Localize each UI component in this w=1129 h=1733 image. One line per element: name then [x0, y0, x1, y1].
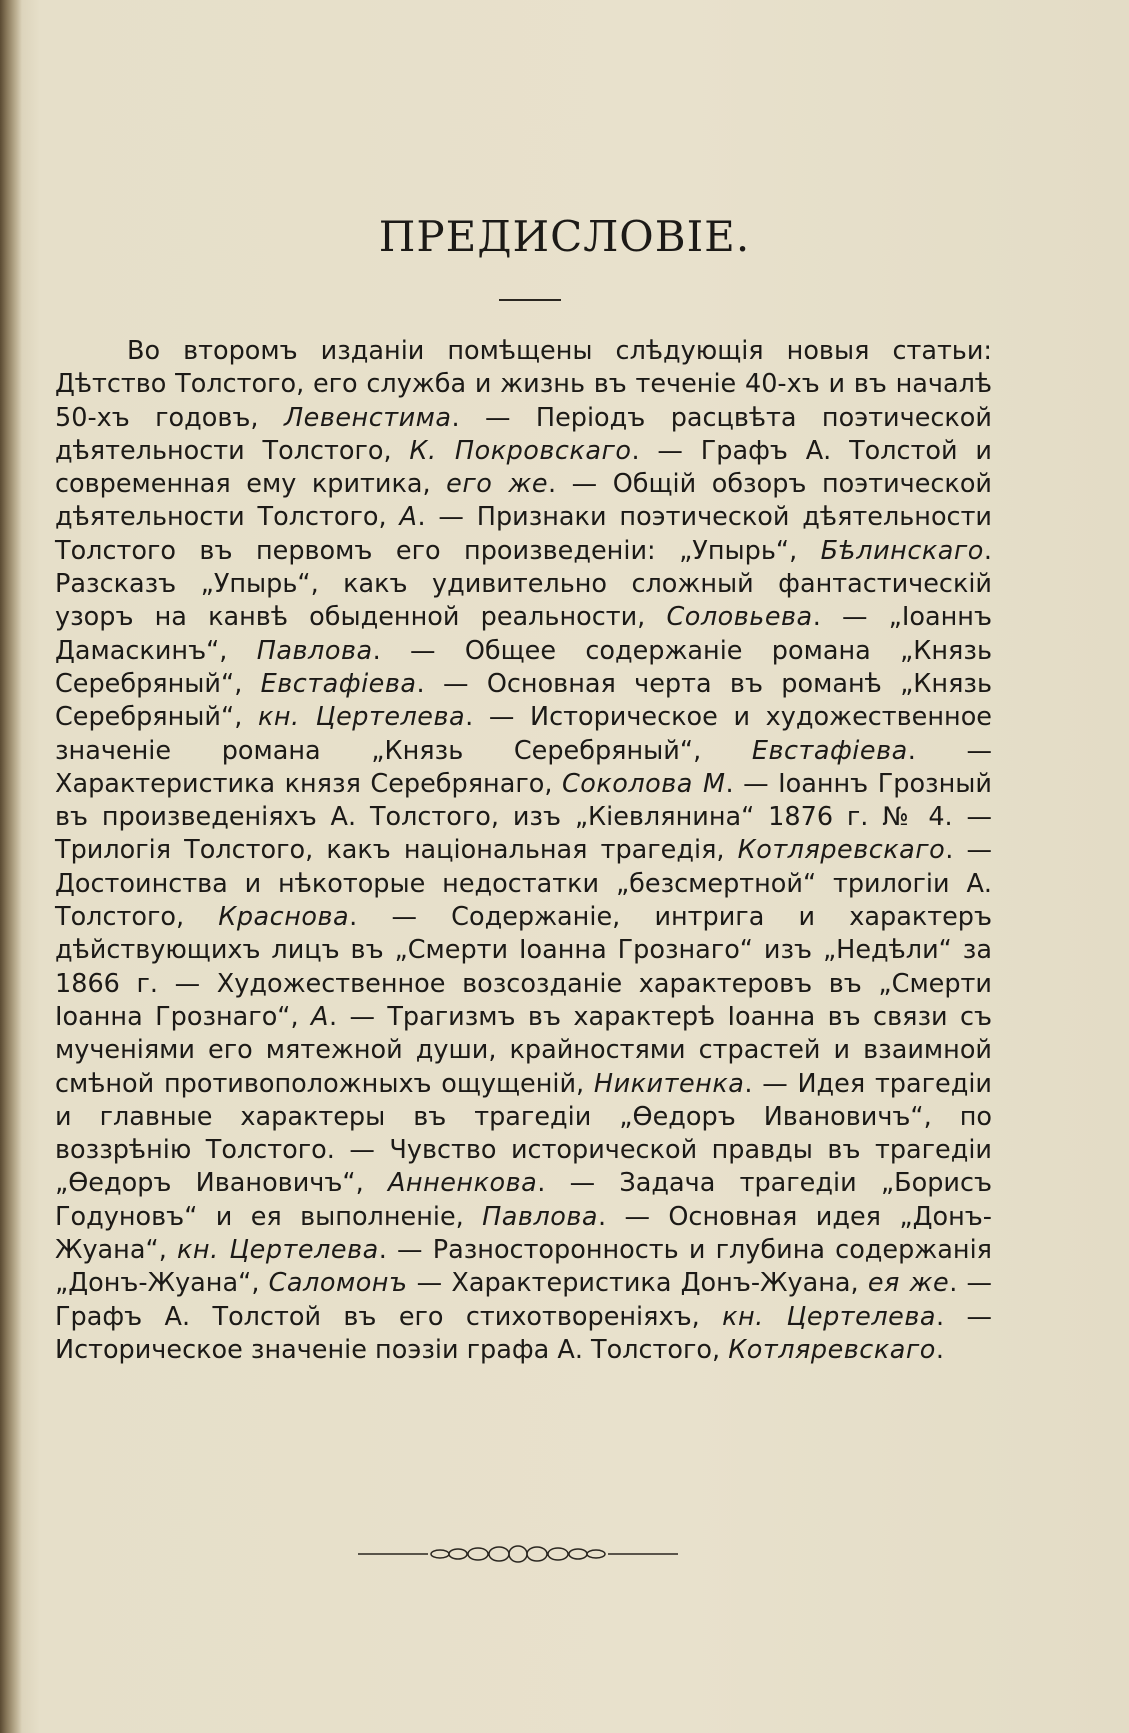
entry-author: кн. Цертелева — [722, 1301, 936, 1332]
entry-author: Анненкова — [387, 1168, 538, 1199]
entry-separator: . — — [416, 668, 487, 699]
entry-author: Саломонъ — [268, 1268, 408, 1299]
entry-topic: Признаки поэтической дѣятельности Толстого въ первомъ его произведеніи: „Упырь“, — [55, 502, 992, 566]
entry-topic: Характеристика князя Серебрянаго, — [55, 768, 562, 799]
entry-author: Никитенка — [593, 1068, 745, 1099]
ornament-knots — [431, 1546, 605, 1562]
entry-separator: . — — [631, 435, 701, 466]
entry-author: А — [399, 502, 418, 533]
entry-separator: . — — [417, 502, 477, 533]
entry-topic: Періодъ расцвѣта поэтической дѣятельности Толстого, — [55, 402, 992, 466]
entry-topic: Достоинства и нѣкоторые недостатки „безсмертной“ трилогіи А. Толстого, — [55, 868, 992, 933]
entry-separator: . — — [537, 1168, 620, 1199]
entry-separator: . — — [725, 768, 779, 799]
ornament-divider — [358, 1542, 678, 1566]
entry-separator: . — — [945, 835, 992, 866]
entry-author: А — [311, 1001, 329, 1032]
entry-topic: Историческое значеніе поэзіи графа А. Толстого, — [55, 1334, 729, 1365]
entry-author: Бѣлинскаго — [820, 535, 984, 566]
entry-separator: . — — [328, 1001, 388, 1032]
entry-author: кн. Цертелева — [177, 1235, 379, 1266]
entry-author: Павлова — [256, 635, 373, 666]
entry-separator: . — — [936, 1301, 992, 1332]
entry-topic: Трагизмъ въ характерѣ Іоанна въ связи съ мученіями его мятежной души, крайностями страстей и взаимной смѣной противоположныхъ ощущеній, — [55, 1001, 993, 1099]
entry-author: Павлова — [482, 1201, 599, 1232]
entry-topic: Основная черта въ романѣ „Князь Серебряный“, — [55, 668, 993, 733]
entry-topic: Идея трагедіи и главные характеры въ трагедіи „Ѳедоръ Ивановичъ“, по воззрѣнію Толстого. — [55, 1068, 992, 1166]
preface-paragraph — [55, 335, 992, 1367]
entry-author: Котляревскаго — [737, 835, 946, 866]
entry-topic: Общее содержаніе романа „Князь Серебряный“, — [55, 635, 992, 699]
entry-author: Краснова — [218, 902, 350, 933]
entry-topic: Основная идея „Донъ-Жуана“, — [55, 1201, 992, 1266]
entry-author: Соколова М — [561, 768, 726, 799]
entry-topic: Разсказъ „Упырь“, какъ удивительно сложный фантастическій узоръ на канвѣ обыденной реальности, — [55, 569, 992, 633]
entry-separator: . — [983, 535, 992, 566]
entry-topic: Іоаннъ Грозный въ произведеніяхъ А. Толстого, изъ „Кіевлянина“ 1876 г. № 4. — [55, 768, 992, 833]
entry-author: Котляревскаго — [728, 1334, 936, 1365]
entry-separator: . — — [349, 902, 452, 933]
entry-separator: . — — [744, 1068, 798, 1099]
entry-separator: — — [158, 968, 217, 999]
entry-separator: . — — [812, 602, 889, 633]
entry-separator: — — [407, 1268, 452, 1299]
entry-topic: Художественное возсозданіе характеровъ въ „Смерти Іоанна Грознаго“, — [55, 968, 992, 1032]
entry-topic: Дѣтство Толстого, его служба и жизнь въ теченіе 40-хъ и въ началѣ 50-хъ годовъ, — [55, 369, 992, 433]
entry-separator: . — — [451, 402, 536, 433]
entry-topic: Историческое и художественное значеніе романа „Князь Серебряный“, — [55, 702, 992, 766]
entry-author: Соловьева — [666, 602, 813, 633]
entry-separator: . — — [598, 1201, 669, 1232]
entry-separator: . — — [465, 702, 531, 733]
preface-entries — [55, 369, 992, 1365]
entry-separator: — — [952, 802, 993, 833]
entry-topic: „Іоаннъ Дамаскинъ“, — [55, 602, 992, 666]
entry-author: Евстафіева — [751, 735, 908, 766]
entry-separator: — — [334, 1135, 390, 1166]
entry-separator: . — — [548, 469, 613, 500]
entry-topic: Задача трагедіи „Борисъ Годуновъ“ и ея выполненіе, — [55, 1168, 993, 1232]
entry-author: К. Покровскаго — [409, 435, 632, 466]
entry-topic: Графъ А. Толстой и современная ему критика, — [55, 435, 992, 500]
entry-author: его же — [446, 469, 549, 500]
entry-separator: . — — [949, 1268, 993, 1299]
entry-topic: Содержаніе, интрига и характеръ дѣйствующихъ лицъ въ „Смерти Іоанна Грознаго“ изъ „Недѣли“ за 1866 г. — [55, 902, 992, 999]
title-divider — [499, 299, 561, 301]
preface-intro: Во второмъ изданіи помѣщены слѣдующія новыя статьи: — [127, 336, 992, 366]
entry-separator: . — [935, 1334, 944, 1365]
entry-separator: . — — [907, 735, 992, 766]
entry-author: Евстафіева — [260, 668, 417, 699]
entry-topic: Трилогія Толстого, какъ національная трагедія, — [55, 835, 738, 866]
entry-author: ея же — [867, 1268, 950, 1299]
entry-topic: Чувство исторической правды въ трагедіи „Ѳедоръ Ивановичъ“, — [55, 1135, 993, 1199]
page-title: ПРЕДИСЛОВІЕ. — [378, 212, 751, 261]
entry-author: Левенстима — [283, 402, 452, 433]
entry-separator: . — — [372, 635, 465, 666]
entry-topic: Разносторонность и глубина содержанія „Донъ-Жуана“, — [55, 1235, 993, 1299]
entry-topic: Характеристика Донъ-Жуана, — [451, 1268, 868, 1299]
entry-separator: . — — [378, 1235, 433, 1266]
entry-topic: Общій обзоръ поэтической дѣятельности Толстого, — [55, 469, 992, 533]
entry-topic: Графъ А. Толстой въ его стихотвореніяхъ, — [55, 1301, 723, 1332]
entry-author: кн. Цертелева — [257, 702, 466, 733]
